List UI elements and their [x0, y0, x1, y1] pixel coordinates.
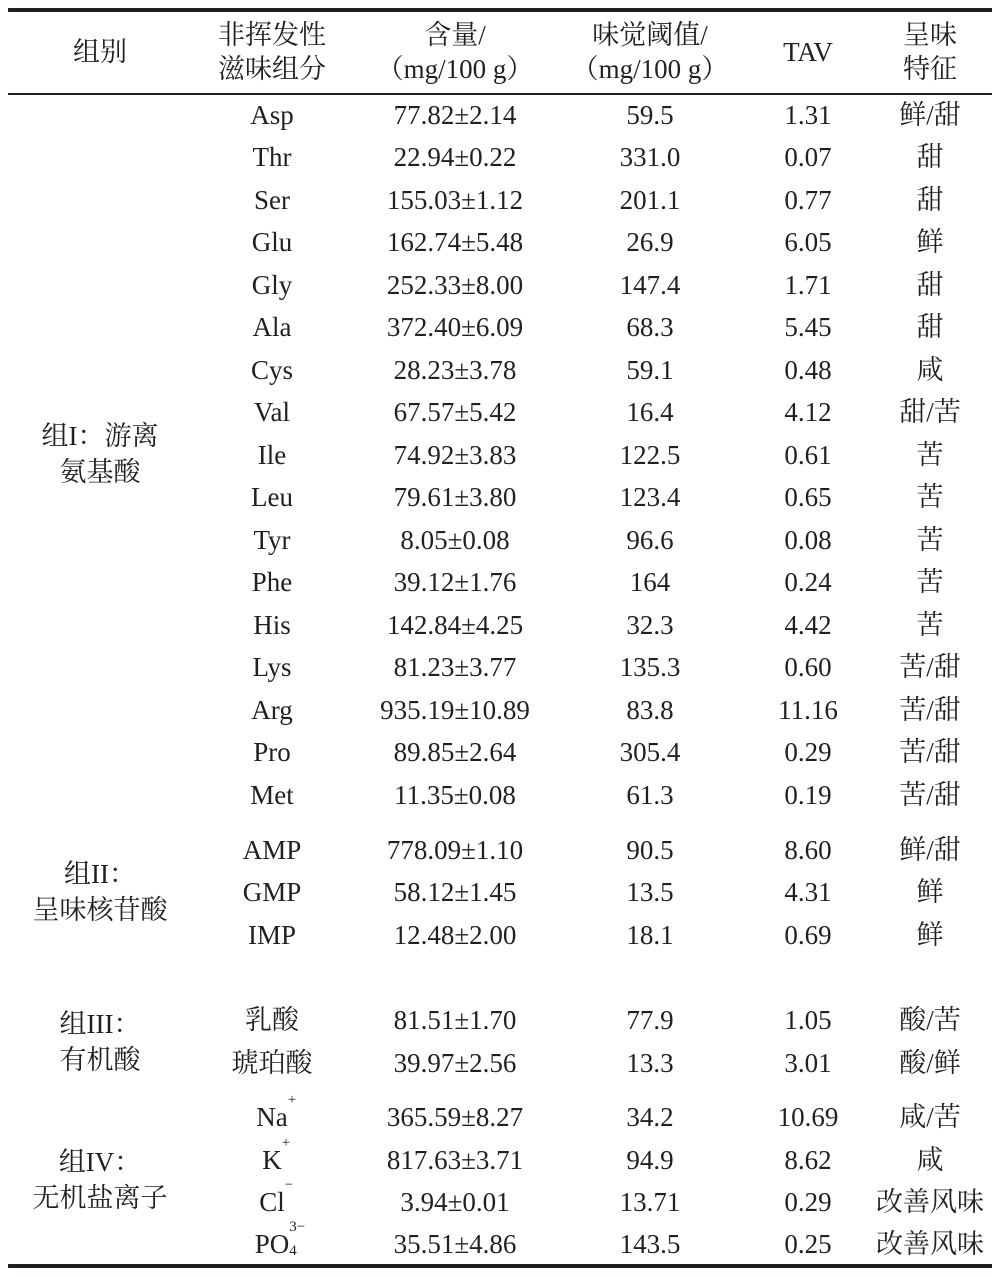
- tav-value: 4.31: [784, 877, 832, 907]
- taste-feature: 甜: [916, 142, 944, 172]
- threshold-value: 143.5: [619, 1229, 681, 1259]
- group-label-organic-acids: [20, 1006, 180, 1078]
- group-label-line: 组I：游离: [41, 421, 159, 451]
- tav-value: 0.60: [784, 652, 832, 682]
- taste-feature: 改善风味: [876, 1229, 984, 1259]
- threshold-value: 201.1: [619, 185, 681, 215]
- component-name: Cys: [250, 355, 294, 385]
- taste-feature: 甜: [916, 270, 944, 300]
- group-label-line: 组IV：: [58, 1147, 142, 1177]
- table-header-rule: [8, 93, 992, 95]
- taste-feature: 鲜/甜: [899, 835, 961, 865]
- tav-value: 0.08: [784, 525, 832, 555]
- content-value: 74.92±3.83: [393, 440, 517, 470]
- group-label-line: 组III：: [59, 1009, 141, 1039]
- tav-value: 10.69: [777, 1102, 839, 1132]
- group-label-line: 呈味核苷酸: [32, 895, 168, 925]
- tav-value: 3.01: [784, 1048, 832, 1078]
- component-name: His: [253, 610, 291, 640]
- header-component-line2: 滋味组分: [218, 54, 326, 84]
- taste-feature: 苦/甜: [899, 737, 961, 767]
- content-value: 81.23±3.77: [393, 652, 517, 682]
- header-taste-line1: 呈味: [903, 20, 957, 50]
- group-label-line: 无机盐离子: [32, 1183, 168, 1213]
- component-name: Pro: [253, 737, 291, 767]
- component-name: Leu: [251, 482, 293, 512]
- taste-feature: 鲜: [916, 877, 944, 907]
- taste-feature: 酸/鲜: [899, 1048, 961, 1078]
- component-name: Ile: [257, 440, 287, 470]
- content-value: 81.51±1.70: [393, 1005, 517, 1035]
- content-value: 162.74±5.48: [386, 227, 524, 257]
- table-bottom-rule: [8, 1264, 992, 1268]
- threshold-value: 147.4: [619, 270, 681, 300]
- group-label-inorganic-ions: [20, 1144, 180, 1216]
- group-label-free-amino-acids: [20, 418, 180, 490]
- tav-value: 0.69: [784, 920, 832, 950]
- content-value: 365.59±8.27: [386, 1102, 524, 1132]
- threshold-value: 331.0: [619, 142, 681, 172]
- ion-formula: [259, 1177, 294, 1218]
- component-name: Arg: [251, 695, 293, 725]
- component-name: [192, 1135, 352, 1176]
- component-name: AMP: [242, 835, 302, 865]
- threshold-value: 122.5: [619, 440, 681, 470]
- tav-value: 5.45: [784, 312, 832, 342]
- component-name: IMP: [247, 920, 296, 950]
- content-value: 3.94±0.01: [400, 1187, 510, 1217]
- ion-formula: [262, 1135, 291, 1176]
- content-value: 252.33±8.00: [386, 270, 524, 300]
- taste-feature: 苦/甜: [899, 780, 961, 810]
- component-name: Val: [254, 397, 290, 427]
- component-name: Ala: [252, 312, 292, 342]
- threshold-value: 83.8: [626, 695, 674, 725]
- threshold-value: 59.1: [626, 355, 674, 385]
- content-value: 39.12±1.76: [393, 567, 517, 597]
- threshold-value: 26.9: [626, 227, 674, 257]
- threshold-value: 90.5: [626, 835, 674, 865]
- tav-value: 4.12: [784, 397, 832, 427]
- component-name: GMP: [242, 877, 302, 907]
- table-top-rule: [8, 8, 992, 12]
- ion-symbol: K: [262, 1145, 282, 1175]
- content-value: 935.19±10.89: [380, 695, 530, 725]
- taste-feature: 苦: [916, 567, 944, 597]
- component-name: Lys: [252, 652, 292, 682]
- component-name: [192, 1177, 352, 1218]
- header-content: [360, 18, 550, 86]
- content-value: 778.09±1.10: [386, 835, 524, 865]
- header-taste-line2: 特征: [903, 54, 957, 84]
- component-name: Asp: [250, 100, 294, 130]
- content-value: 77.82±2.14: [393, 100, 517, 130]
- content-value: 11.35±0.08: [394, 780, 516, 810]
- content-value: 67.57±5.42: [393, 397, 517, 427]
- taste-feature: 苦: [916, 440, 944, 470]
- threshold-value: 13.3: [626, 1048, 674, 1078]
- component-name: [192, 1092, 352, 1133]
- content-value: 12.48±2.00: [393, 920, 517, 950]
- component-name: 乳酸: [245, 1005, 299, 1035]
- tav-value: 8.60: [784, 835, 832, 865]
- ion-charge: +: [281, 1135, 291, 1151]
- header-group: 组别: [73, 37, 127, 67]
- component-name: Thr: [252, 142, 292, 172]
- threshold-value: 77.9: [626, 1005, 674, 1035]
- header-threshold: [560, 18, 740, 86]
- header-component: [192, 18, 352, 86]
- ion-formula: [256, 1092, 297, 1133]
- group-label-line: 氨基酸: [59, 457, 141, 487]
- header-threshold-line2: （mg/100 g）: [571, 54, 729, 84]
- component-name: [192, 1219, 352, 1260]
- content-value: 35.51±4.86: [393, 1229, 517, 1259]
- threshold-value: 61.3: [626, 780, 674, 810]
- ion-charge: −: [284, 1177, 294, 1193]
- tav-value: 0.29: [784, 1187, 832, 1217]
- content-value: 28.23±3.78: [393, 355, 517, 385]
- threshold-value: 94.9: [626, 1145, 674, 1175]
- component-name: Gly: [251, 270, 293, 300]
- group-label-nucleotides: [20, 856, 180, 928]
- taste-feature: 鲜: [916, 227, 944, 257]
- component-name: Phe: [251, 567, 293, 597]
- ion-symbol: Cl: [259, 1187, 285, 1217]
- taste-feature: 甜: [916, 312, 944, 342]
- tav-value: 0.61: [784, 440, 832, 470]
- threshold-value: 16.4: [626, 397, 674, 427]
- header-tav: TAV: [783, 37, 833, 67]
- tav-value: 0.25: [784, 1229, 832, 1259]
- taste-feature: 酸/苦: [899, 1005, 961, 1035]
- group-label-line: 组II：: [64, 859, 136, 889]
- threshold-value: 305.4: [619, 737, 681, 767]
- component-name: Tyr: [253, 525, 291, 555]
- content-value: 155.03±1.12: [386, 185, 524, 215]
- taste-feature: 苦: [916, 482, 944, 512]
- tav-value: 0.19: [784, 780, 832, 810]
- taste-feature: 咸: [916, 355, 944, 385]
- threshold-value: 32.3: [626, 610, 674, 640]
- threshold-value: 59.5: [626, 100, 674, 130]
- content-value: 817.63±3.71: [386, 1145, 524, 1175]
- threshold-value: 68.3: [626, 312, 674, 342]
- content-value: 39.97±2.56: [393, 1048, 517, 1078]
- ion-symbol: PO: [254, 1229, 290, 1259]
- tav-value: 0.29: [784, 737, 832, 767]
- taste-feature: 苦/甜: [899, 652, 961, 682]
- taste-feature: 苦: [916, 610, 944, 640]
- threshold-value: 13.71: [619, 1187, 681, 1217]
- taste-feature: 苦/甜: [899, 695, 961, 725]
- threshold-value: 34.2: [626, 1102, 674, 1132]
- tav-value: 1.05: [784, 1005, 832, 1035]
- header-content-line2: （mg/100 g）: [376, 54, 534, 84]
- tav-value: 1.71: [784, 270, 832, 300]
- header-taste: [862, 18, 998, 86]
- taste-feature: 甜/苦: [899, 397, 961, 427]
- tav-value: 0.48: [784, 355, 832, 385]
- content-value: 8.05±0.08: [400, 525, 510, 555]
- ion-subscript: 4: [289, 1243, 297, 1259]
- content-value: 372.40±6.09: [386, 312, 524, 342]
- taste-feature: 改善风味: [876, 1187, 984, 1217]
- ion-symbol: Na: [256, 1102, 288, 1132]
- ion-formula: [254, 1219, 306, 1260]
- component-name: 琥珀酸: [231, 1048, 313, 1078]
- header-threshold-line1: 味觉阈值/: [592, 20, 708, 50]
- component-name: Met: [250, 780, 294, 810]
- taste-feature: 苦: [916, 525, 944, 555]
- threshold-value: 13.5: [626, 877, 674, 907]
- group-label-line: 有机酸: [59, 1045, 141, 1075]
- tav-value: 0.77: [784, 185, 832, 215]
- tav-value: 0.07: [784, 142, 832, 172]
- tav-value: 8.62: [784, 1145, 832, 1175]
- content-value: 79.61±3.80: [393, 482, 517, 512]
- ion-charge: 3−: [289, 1219, 306, 1235]
- taste-feature: 甜: [916, 185, 944, 215]
- threshold-value: 96.6: [626, 525, 674, 555]
- taste-feature: 咸/苦: [899, 1102, 961, 1132]
- content-value: 142.84±4.25: [386, 610, 524, 640]
- ion-charge: +: [287, 1092, 297, 1108]
- component-name: Ser: [254, 185, 290, 215]
- component-name: Glu: [251, 227, 293, 257]
- taste-feature: 咸: [916, 1145, 944, 1175]
- tav-value: 0.24: [784, 567, 832, 597]
- header-content-line1: 含量/: [424, 20, 486, 50]
- tav-value: 6.05: [784, 227, 832, 257]
- threshold-value: 135.3: [619, 652, 681, 682]
- tav-value: 4.42: [784, 610, 832, 640]
- threshold-value: 123.4: [619, 482, 681, 512]
- tav-value: 0.65: [784, 482, 832, 512]
- content-value: 89.85±2.64: [393, 737, 517, 767]
- header-component-line1: 非挥发性: [218, 20, 326, 50]
- threshold-value: 18.1: [626, 920, 674, 950]
- taste-feature: 鲜: [916, 920, 944, 950]
- taste-feature: 鲜/甜: [899, 100, 961, 130]
- threshold-value: 164: [629, 567, 671, 597]
- content-value: 58.12±1.45: [393, 877, 517, 907]
- content-value: 22.94±0.22: [393, 142, 517, 172]
- tav-value: 1.31: [784, 100, 832, 130]
- tav-value: 11.16: [778, 695, 838, 725]
